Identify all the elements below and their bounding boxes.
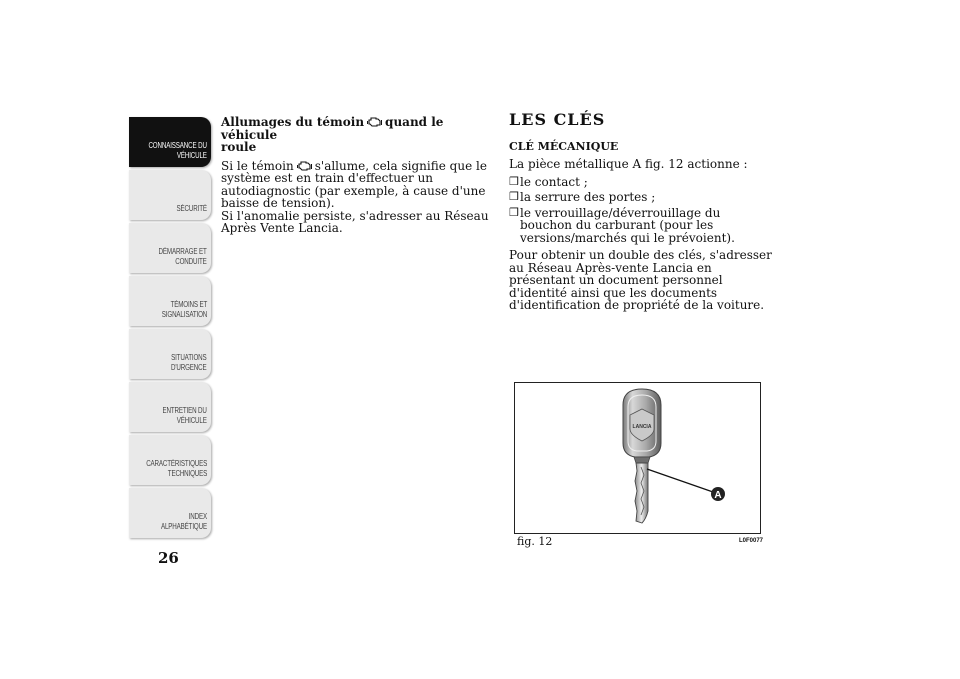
- tab-situations-d-urgence[interactable]: [129, 329, 211, 379]
- intro-paragraph: La pièce métallique A fig. 12 actionne :: [509, 157, 748, 171]
- key-figure: [514, 382, 761, 534]
- figure-caption: fig. 12: [517, 535, 553, 548]
- tab-temoins-et-signalisation[interactable]: [129, 276, 211, 326]
- page-number: 26: [158, 549, 179, 567]
- engine-warning-icon: [297, 160, 312, 171]
- tab-label: CARACTÉRISTIQUES TECHNIQUES: [146, 459, 207, 478]
- list-item-text: le verrouillage/déverrouillage du bouchon du carburant (pour les versions/marchés qui le prévoient).: [520, 205, 735, 245]
- subheading-text: roule: [221, 140, 257, 154]
- list-item: [509, 207, 774, 245]
- tab-label: TÉMOINS ET SIGNALISATION: [161, 300, 207, 319]
- tab-label: SITUATIONS D'URGENCE: [171, 353, 207, 372]
- tab-label: SÉCURITÉ: [176, 204, 207, 213]
- callout-line: [647, 469, 713, 492]
- section-subheading: [221, 116, 496, 154]
- paragraph: [221, 160, 496, 210]
- left-column: [221, 116, 496, 235]
- list-item: [509, 176, 774, 189]
- paragraph: Si l'anomalie persiste, s'adresser au Réseau Après Vente Lancia.: [221, 208, 489, 235]
- checkbox-bullet-icon: ❒: [509, 205, 519, 219]
- engine-warning-icon: [367, 116, 382, 127]
- paragraph-text: Si le témoin: [221, 158, 294, 173]
- list-item: [509, 191, 774, 204]
- subheading-text: quand le véhicule: [221, 115, 444, 142]
- callout-label: A: [714, 490, 722, 501]
- tab-caracteristiques-techniques[interactable]: [129, 435, 211, 485]
- tab-securite[interactable]: [129, 170, 211, 220]
- subheading-text: Allumages du témoin: [221, 115, 365, 129]
- outro-paragraph: Pour obtenir un double des clés, s'adresser au Réseau Après-vente Lancia en présentant un document personnel d'identité ainsi que les documents d'identification de propriété de la voiture.: [509, 248, 772, 312]
- tab-index-alphabetique[interactable]: [129, 488, 211, 538]
- checkbox-bullet-icon: ❒: [509, 174, 519, 188]
- tab-label: CONNAISSANCE DU VÉHICULE: [148, 141, 207, 160]
- section-title: LES CLÉS: [509, 110, 606, 129]
- key-illustration: [515, 383, 760, 533]
- section-subtitle: CLÉ MÉCANIQUE: [509, 139, 619, 153]
- checkbox-bullet-icon: ❒: [509, 190, 519, 203]
- logo-text: LANCIA: [632, 424, 652, 430]
- tab-label: INDEX ALPHABÉTIQUE: [161, 512, 207, 531]
- tab-entretien-du-vehicule[interactable]: [129, 382, 211, 432]
- list-item-text: la serrure des portes ;: [520, 190, 656, 204]
- tab-connaissance-du-vehicule[interactable]: [129, 117, 211, 167]
- list-item-text: le contact ;: [520, 174, 588, 189]
- paragraph-text: s'allume, cela signifie que le système est en train d'effectuer un autodiagnostic (par exemple, à cause d'une baisse de tension).: [221, 158, 487, 210]
- right-column: [509, 110, 774, 312]
- tab-label: DÉMARRAGE ET CONDUITE: [158, 247, 207, 266]
- figure-code: L0F0077: [739, 538, 764, 544]
- tab-demarrage-et-conduite[interactable]: [129, 223, 211, 273]
- tab-label: ENTRETIEN DU VÉHICULE: [162, 406, 207, 425]
